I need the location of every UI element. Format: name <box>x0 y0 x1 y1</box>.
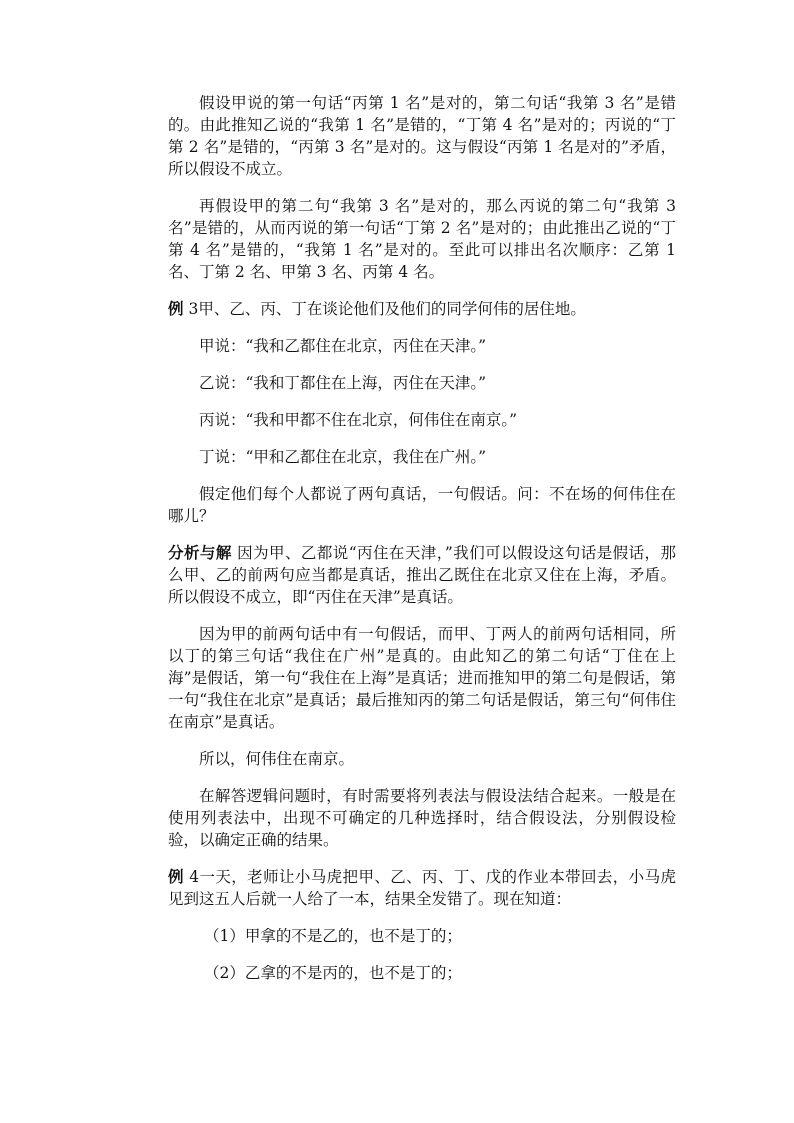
example-3-question: 假定他们每个人都说了两句真话，一句假话。问：不在场的何伟住在哪儿？ <box>168 485 676 525</box>
quote-jia: 甲说：“我和乙都住在北京，丙住在天津。” <box>199 337 487 355</box>
quote-ding: 丁说：“甲和乙都住在北京，我住在广州。” <box>199 448 487 466</box>
document-page <box>168 92 676 999</box>
example-3-label: 例 <box>168 299 184 318</box>
analysis-paragraph-2: 因为甲的前两句话中有一句假话，而甲、丁两人的前两句话相同，所以丁的第三句话“我住在广州”是真的。由此知乙的第二句话“丁住在上海”是假话，第一句“我住在上海”是真话；进而推知甲的第二句是假话，第一句“我住在北京”是真话；最后推知丙的第二句话是假话，第三句“何伟住在南京”是真话。 <box>168 625 676 731</box>
example-3-statement <box>168 298 676 320</box>
analysis-conclusion: 所以，何伟住在南京。 <box>199 750 355 768</box>
example-3-number: 3 <box>183 300 199 318</box>
paragraph-assumption-2: 再假设甲的第二句“我第 3 名”是对的，那么丙说的第二句“我第 3 名”是错的，从而丙说的第一句话“丁第 2 名”是对的；由此推出乙说的“丁第 4 名”是错的，“我第 1 名”是对的。至此可以排出名次顺序：乙第 1 名、丁第 2 名、甲第 3 名、丙第 4 名。 <box>168 197 676 281</box>
quote-yi: 乙说：“我和丁都住在上海，丙住在天津。” <box>199 374 487 392</box>
example-4-statement <box>168 866 676 910</box>
example-4-text: 一天，老师让小马虎把甲、乙、丙、丁、戊的作业本带回去，小马虎见到这五人后就一人给了一本，结果全发错了。现在知道： <box>168 868 676 908</box>
quote-bing: 丙说：“我和甲都不住在北京，何伟住在南京。” <box>199 411 518 429</box>
analysis-text: 因为甲、乙都说“丙住在天津，”我们可以假设这句话是假话，那么甲、乙的前两句应当都是真话，推出乙既住在北京又住在上海，矛盾。所以假设不成立，即“丙住在天津”是真话。 <box>168 544 676 606</box>
paragraph-assumption-1: 假设甲说的第一句话“丙第 1 名”是对的，第二句话“我第 3 名”是错的。由此推知乙说的“我第 1 名”是错的，“丁第 4 名”是对的；丙说的“丁第 2 名”是错的，“丙第 3 名”是对的。这与假设“丙第 1 名是对的”矛盾，所以假设不成立。 <box>168 94 676 178</box>
example-4-label: 例 <box>168 867 184 886</box>
example-4-number: 4 <box>183 868 200 886</box>
example-3-text: 甲、乙、丙、丁在谈论他们及他们的同学何伟的居住地。 <box>198 300 586 318</box>
analysis-paragraph-1 <box>168 542 676 608</box>
method-summary: 在解答逻辑问题时，有时需要将列表法与假设法结合起来。一般是在使用列表法中，出现不可确定的几种选择时，结合假设法，分别假设检验，以确定正确的结果。 <box>168 787 676 849</box>
condition-2: （2）乙拿的不是丙的，也不是丁的； <box>204 964 462 982</box>
condition-1: （1）甲拿的不是乙的，也不是丁的； <box>204 927 462 945</box>
analysis-label: 分析与解 <box>168 543 232 562</box>
